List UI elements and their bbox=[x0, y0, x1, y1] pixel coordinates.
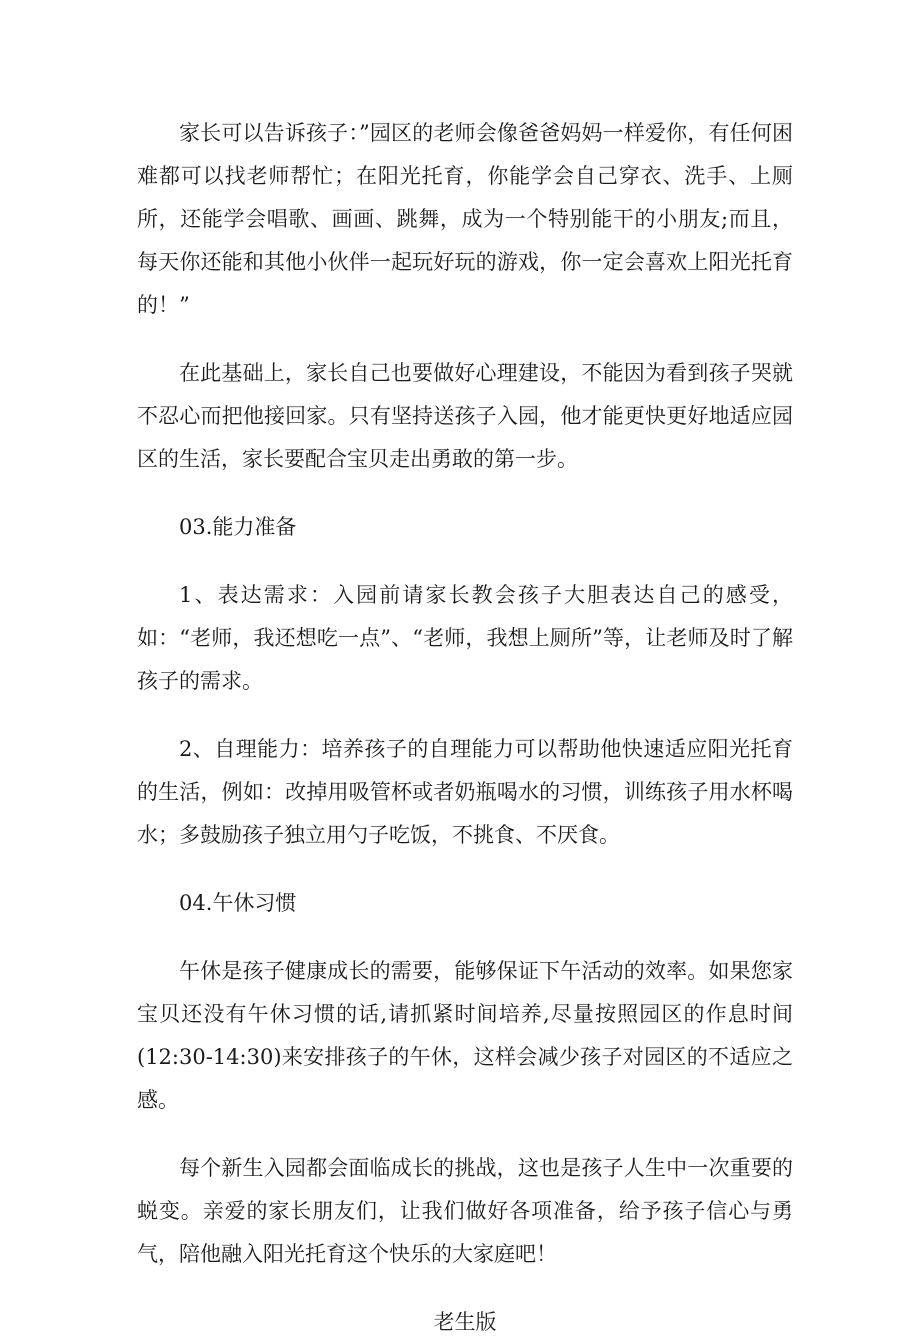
paragraph-nap-habit: 午休是孩子健康成长的需要，能够保证下午活动的效率。如果您家宝贝还没有午休习惯的话,请抓紧时间培养,尽量按照园区的作息时间(12:30-14:30)来安排孩子的午休，这样会减少孩子对园区的不适应之感。 bbox=[137, 959, 793, 1112]
paragraph-parent-talk: 家长可以告诉孩子：”园区的老师会像爸爸妈妈一样爱你，有任何困难都可以找老师帮忙；在阳光托育，你能学会自己穿衣、洗手、上厕所，还能学会唱歌、画画、跳舞，成为一个特别能干的小朋友;而且，每天你还能和其他小伙伴一起玩好玩的游戏，你一定会喜欢上阳光托育的！” bbox=[137, 121, 793, 317]
section-heading-nap: 04.午休习惯 bbox=[179, 891, 297, 915]
section-heading-ability: 03.能力准备 bbox=[179, 515, 297, 539]
section-title-returning-students: 老生版 bbox=[433, 1310, 497, 1334]
paragraph-closing: 每个新生入园都会面临成长的挑战，这也是孩子人生中一次重要的蜕变。亲爱的家长朋友们，让我们做好各项准备，给予孩子信心与勇气，陪他融入阳光托育这个快乐的大家庭吧！ bbox=[137, 1156, 793, 1266]
list-item-express-needs: 1、表达需求：入园前请家长教会孩子大胆表达自己的感受，如：“老师，我还想吃一点”、“老师，我想上厕所”等，让老师及时了解孩子的需求。 bbox=[137, 583, 793, 693]
document-body bbox=[137, 112, 793, 1344]
paragraph-parent-mindset: 在此基础上，家长自己也要做好心理建设，不能因为看到孩子哭就不忍心而把他接回家。只有坚持送孩子入园，他才能更快更好地适应园区的生活，家长要配合宝贝走出勇敢的第一步。 bbox=[137, 361, 793, 471]
list-item-self-care: 2、自理能力：培养孩子的自理能力可以帮助他快速适应阳光托育的生活，例如：改掉用吸管杯或者奶瓶喝水的习惯，训练孩子用水杯喝水；多鼓励孩子独立用勺子吃饭，不挑食、不厌食。 bbox=[137, 737, 793, 847]
